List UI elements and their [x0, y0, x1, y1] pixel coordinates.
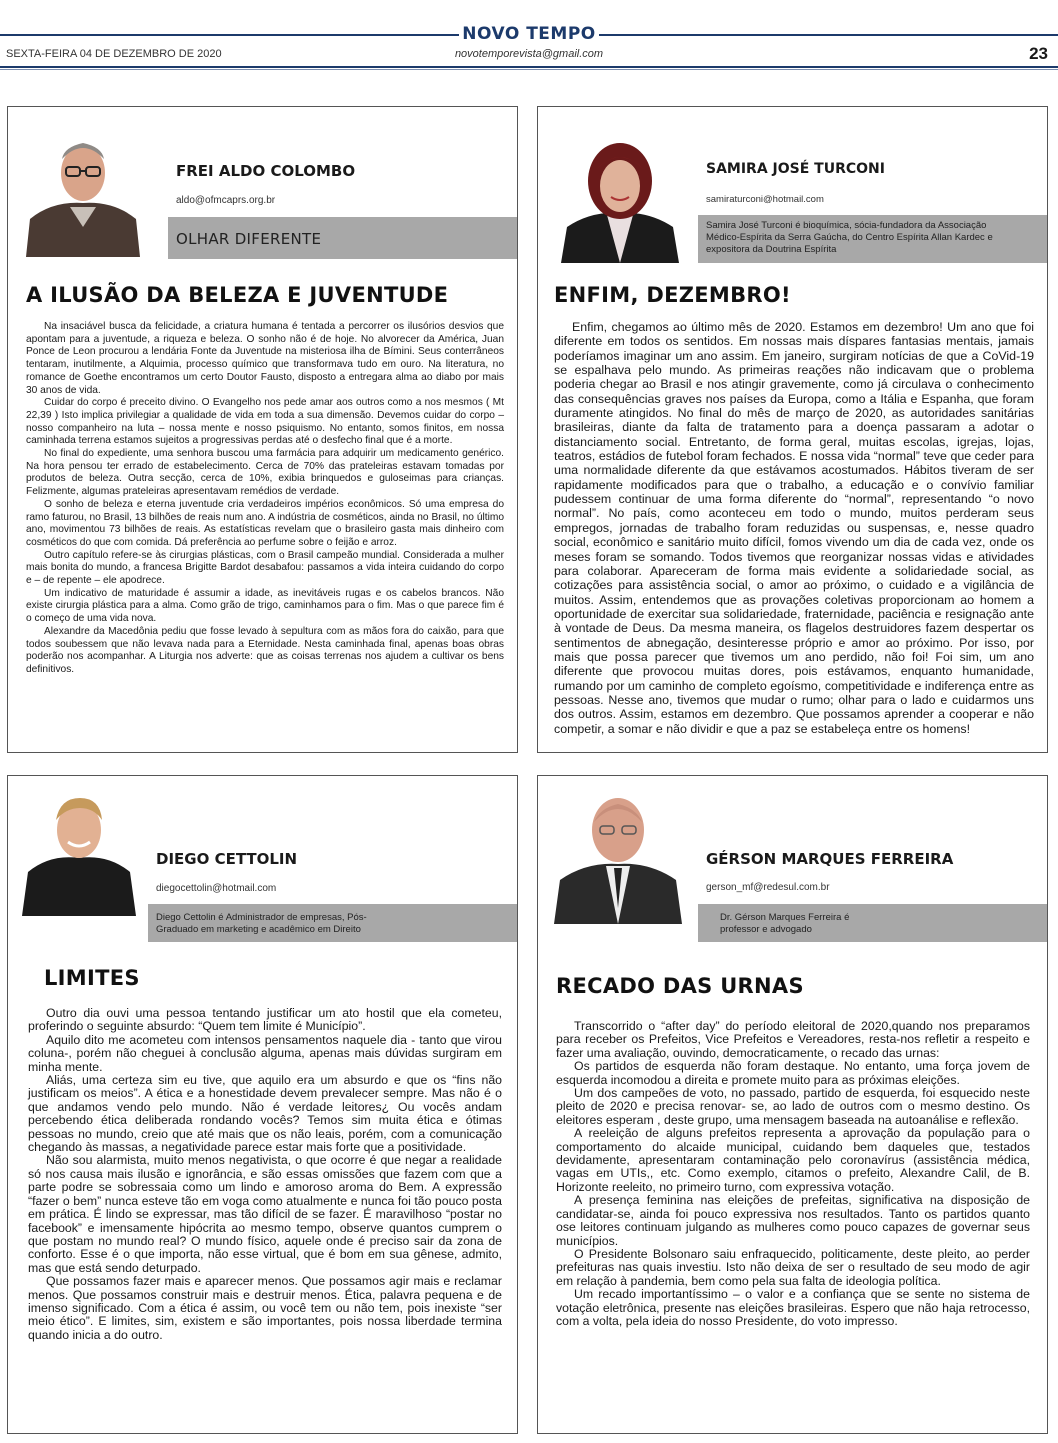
paragraph: Outro dia ouvi uma pessoa tentando justificar um ato hostil que ela cometeu, proferindo o seguinte absurdo: “Quem tem limite é Município”. [28, 1006, 502, 1034]
author-name: SAMIRA JOSÉ TURCONI [706, 161, 885, 177]
newspaper-email: novotemporevista@gmail.com [454, 48, 604, 60]
paragraph: Um recado importantíssimo – o valor e a confiança que se sente no sistema de votação eletrônica, presente nas eleições brasileiras. Espero que não haja retrocesso, com a volta, pela ideia do nosso Presidente, do voto impresso. [556, 1287, 1030, 1328]
author-email: gerson_mf@redesul.com.br [706, 882, 830, 893]
article-title: RECADO DAS URNAS [556, 974, 804, 998]
author-photo [22, 131, 144, 257]
author-email: samiraturconi@hotmail.com [706, 194, 824, 205]
paragraph: A presença feminina nas eleições de prefeitas, significativa na disposição de candidatar-se, ainda foi pouco expressiva nos resultados. Tanto os partidos quanto ose leitores continuam julgando as mulheres como pouco capazes de governar seus municípios. [556, 1193, 1030, 1248]
paragraph: A reeleição de alguns prefeitos representa a aprovação da população para o comportamento do alcaide municipal, cuidando bem daqueles que, testados devidamente, apresentaram contaminação pelo coronavírus (assistência médica, vagas em UTIs,, etc. Como exemplo, citamos o prefeito, Alexandre Calil, de B. Horizonte reeleito, no primeiro turno, com expressiva votação. [556, 1126, 1030, 1194]
author-bio: Samira José Turconi é bioquímica, sócia-fundadora da Associação Médico-Espírita da Serra Gaúcha, do Centro Espírita Allan Kardec e expositora da Doutrina Espírita [706, 220, 993, 255]
paragraph: Cuidar do corpo é preceito divino. O Evangelho nos pede amar aos outros como a nos mesmos ( Mt 22,39 ) Isto implica privilegiar a qualidade de vida em toda a sua dimensão. Devemos cuidar do corpo – nosso companheiro na luta – nossa mente e nosso psiquismo. No entanto, somos finitos, em nossa caminhada terrena estamos sujeitos a progressivas perdas até o desfecho final que é a morte. [26, 397, 504, 447]
column-diego [7, 775, 518, 1434]
author-name: FREI ALDO COLOMBO [176, 162, 356, 180]
author-bio: Diego Cettolin é Administrador de empresas, Pós-Graduado em marketing e acadêmico em Direito [156, 912, 367, 935]
author-email: diegocettolin@hotmail.com [156, 883, 277, 894]
paragraph: O sonho de beleza e eterna juventude cria verdadeiros impérios econômicos. Só uma empresa do ramo faturou, no Brasil, 13 bilhões de reais num ano. A indústria de cosméticos, ainda no Brasil, no último ano, movimentou 73 bilhões de reais. As estatísticas revelam que o brasileiro gasta mais dinheiro com cosméticos do que com comida. Dá preferência ao perfume sobre o feijão e arroz. [26, 498, 504, 548]
article-title: A ILUSÃO DA BELEZA E JUVENTUDE [26, 283, 449, 307]
author-name: GÉRSON MARQUES FERREIRA [706, 850, 954, 868]
article-title: LIMITES [44, 966, 140, 990]
article-body [556, 1020, 1030, 1328]
author-name: DIEGO CETTOLIN [156, 850, 298, 868]
issue-date: SEXTA-FEIRA 04 DE DEZEMBRO DE 2020 [6, 48, 222, 60]
article-body [554, 320, 1034, 736]
article-body [28, 1007, 502, 1342]
header-bottom-rule [0, 66, 1058, 68]
paragraph: Um dos campeões de voto, no passado, partido de esquerda, foi esquecido neste pleito de 2020 e precisa renovar- se, ao lado de outros com o mesmo destino. Os eleitores esperam , deste grupo, uma mensagem baseada na autoanálise e reflexão. [556, 1086, 1030, 1127]
column-label: OLHAR DIFERENTE [176, 230, 322, 248]
column-frei-aldo [7, 106, 518, 753]
article-body [26, 321, 504, 677]
paragraph: Aliás, uma certeza sim eu tive, que aquilo era um absurdo e que os “fins não justificam os meios”. A ética e a honestidade devem prevalecer sempre. Mas não é o que andamos vendo pelo mundo. Não é verdade leitores¿ Ou vocês andam percebendo ética deliberada rondando vocês? Temos sim muita ética e ótimas pessoas no mundo, creio que até mais que os não leais, porém, com a comunicação chegando às massas, a negatividade parece estar mais forte que a positividade. [28, 1073, 502, 1155]
author-email: aldo@ofmcaprs.org.br [176, 195, 276, 206]
paragraph: Aquilo dito me acometeu com intensos pensamentos naquele dia - tanto que virou coluna-, porém não cheguei à conclusão alguma, apenas mais dúvidas surgiram em minha mente. [28, 1032, 502, 1074]
paragraph: O Presidente Bolsonaro saiu enfraquecido, politicamente, deste pleito, ao perder prefeituras nas quais investiu. Isto não deixa de ser o resultado de seu modo de agir em relação à pandemia, bem como pela sua falta de ideologia política. [556, 1246, 1030, 1288]
paragraph: Outro capítulo refere-se às cirurgias plásticas, com o Brasil campeão mundial. Considerada a mulher mais bonita do mundo, a francesa Brigitte Bardot desabafou: passamos a vida inteira cuidando do corpo e – de repente – ele apodrece. [26, 549, 504, 587]
column-gerson [537, 775, 1048, 1434]
paragraph: Não sou alarmista, muito menos negativista, o que ocorre é que negar a realidade só nos causa mais ilusão e ignorância, e são essas omissões que fazem com que a parte podre se sobressaia como um lindo e amoroso aroma do Bem. A expressão “fazer o bem” nunca esteve tão em voga como atualmente e nunca foi tão pouco posta em prática. É lindo se expressar, mas tão difícil de se fazer. É maravilhoso “postar no facebook” e imensamente hipócrita ao mesmo tempo, observe quantos cumprem o que postam no mundo real? O mundo físico, aquele onde é preciso sair da zona de conforto. Esse é o que importa, não esse virtual, que é bom em sua gênese, admito, mas que está sendo deturpado. [28, 1153, 502, 1275]
article-title: ENFIM, DEZEMBRO! [554, 283, 791, 307]
author-bio: Dr. Gérson Marques Ferreira é professor e advogado [720, 912, 850, 935]
paragraph: Alexandre da Macedônia pediu que fosse levado à sepultura com as mãos fora do caixão, para que todos soubessem que não levava nada para a Eternidade. Nesta caminhada final, apenas boas obras poderão nos acompanhar. A Liturgia nos adverte: que as coisas terrenas nos ajudem a cultivar os bens definitivos. [26, 625, 504, 675]
author-photo [552, 788, 684, 924]
page-number: 23 [1029, 44, 1048, 63]
paragraph: Que possamos fazer mais e aparecer menos. Que possamos agir mais e reclamar menos. Que possamos construir mais e destruir menos. Ética, palavra pequena e de imenso significado. Com a ética é assim, ou você tem ou não tem, pois inexiste “ser meio ético”. E limites, sim, existem e são importantes, pois nossa liberdade termina quando inicia a do outro. [28, 1274, 502, 1342]
paragraph: Transcorrido o “after day” do período eleitoral de 2020,quando nos preparamos para receber os Prefeitos, Vice Prefeitos e Vereadores, resta-nos refletir a respeito e fazer uma avaliação, ouvindo, democraticamente, o recado das urnas: [556, 1019, 1030, 1060]
paragraph: Enfim, chegamos ao último mês de 2020. Estamos em dezembro! Um ano que foi diferente em todos os sentidos. Em nossas mais díspares fantasias mentais, jamais poderíamos imaginar um ano assim. Em janeiro, surgiram notícias de que a CoVid-19 se espalhava pelo mundo. As primeiras reações não indicavam que o problema poderia chegar ao Brasil e nos atingir gravemente, como já circulava o conhecimento das consequências graves nos países da Europa, como a Itália e Espanha, que foram duramente atingidos. No final do mês de março de 2020, as autoridades sanitárias brasileiras, diante da falta de tratamento para a doença passaram a adotar o distanciamento social. Entretanto, de forma geral, muitas escolas, igrejas, lojas, teatros, estádios de futebol foram fechados. E nossa vida “normal” teve que ceder para uma normalidade diferente da que estávamos acostumados. Hábitos tiveram de ser rapidamente modificados para que o trabalho, a educação e o convívio familiar pudessem continuar de uma forma diferente do “normal”, representando “o novo normal”. No país, como aconteceu em todo o mundo, muitos perderam seus empregos, jornadas de trabalho foram reduzidas ou suspensas, e, nesse quadro social, econômico e sanitário muito difícil, fomos vivendo um dia de cada vez, onde os meses foram se somando. Todos tivemos que reorganizar nossas vidas e atividades para colaborar. Apareceram de forma mais evidente a solidariedade social, as cotizações para assistência social, o amor ao próximo, o cuidado e a vigilância de muitos. Assim, entendemos que as provações coletivas proporcionam ao homem a oportunidade de exercitar sua solidariedade, fraternidade, paciência e resignação ante à vontade de Deus. Da mesma maneira, os flagelos destruidores fazem despertar os sentimentos de abnegação, desinteresse próprio e amor ao próximo. Por isso, por mais que possa parecer que tivemos um ano perdido, não foi! Foi sim, um ano diferente que provocou muitas dores, pois estávamos, enquanto humanidade, rumando por um caminho de completo egoísmo, competitividade e indiferença entre as pessoas. Nesse ano, tivemos que mudar o rumo; olhar para o lado e cuidarmos uns dos outros. Assim, estamos em dezembro. Que possamos aprender a cooperar e não competir, a somar e não dividir e que a paz se estabeleça entre os homens! [554, 320, 1034, 736]
column-samira [537, 106, 1048, 753]
masthead: NOVO TEMPO [462, 24, 596, 44]
paragraph: Um indicativo de maturidade é assumir a idade, as inevitáveis rugas e os cabelos brancos. Não existe cirurgia plástica para a alma. Como grão de trigo, caminhamos para o fim. Mas o que parece fim é o começo de uma vida nova. [26, 587, 504, 625]
paragraph: Os partidos de esquerda não foram destaque. No entanto, uma força jovem de esquerda incomodou a direita e promete muito para as próximas eleições. [556, 1059, 1030, 1087]
paragraph: No final do expediente, uma senhora buscou uma farmácia para adquirir um medicamento genérico. Na hora pensou ter errado de estabelecimento. Cerca de 70% das prateleiras estavam tomadas por produtos de beleza. Outra secção, cerca de 10%, exibia brinquedos e guloseimas para crianças. Felizmente, algumas prateleiras apresentavam remédios de verdade. [26, 448, 504, 498]
author-photo [20, 788, 138, 916]
author-photo [555, 131, 685, 263]
paragraph: Na insaciável busca da felicidade, a criatura humana é tentada a percorrer os ilusórios desvios que apontam para a juventude, a riqueza e beleza. O sonho não é de hoje. No alvorecer da América, Juan Ponce de Leon procurou a lendária Fonte da Juventude na misteriosa ilha de Bímini. Seus conterrâneos tentaram, inutilmente, a Alquimia, processo químico que transformava tudo em ouro. Na literatura, no romance de Goethe encontramos um certo Doutor Fausto, disposto a entregara alma ao diabo por mais 30 anos de vida. [26, 321, 504, 396]
